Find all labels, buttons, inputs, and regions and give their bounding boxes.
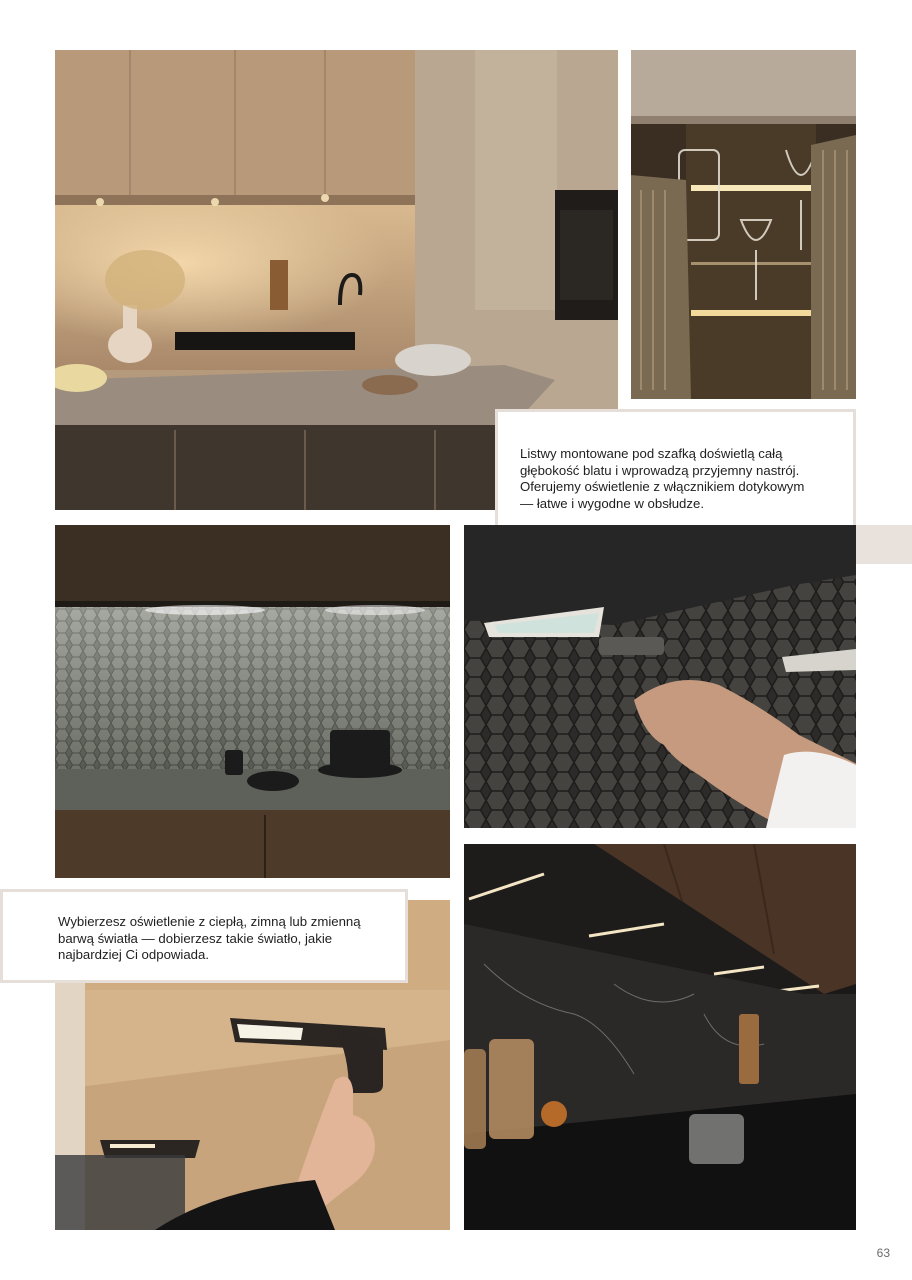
caption-line: barwą światła — dobierzesz takie światło, jakie	[58, 930, 333, 946]
caption-line: głębokość blatu i wprowadzą przyjemny nastrój.	[520, 462, 800, 478]
caption-line: Listwy montowane pod szafką doświetlą całą	[520, 446, 783, 461]
caption-line: — łatwe i wygodne w obsłudze.	[520, 495, 704, 511]
page-number: 63	[876, 1246, 890, 1260]
caption-line: najbardziej Ci odpowiada.	[58, 947, 210, 962]
caption-line: Oferujemy oświetlenie z włącznikiem dotykowym	[520, 479, 805, 494]
hex-tile-backsplash-photo	[55, 525, 450, 878]
touch-switch-hand-photo	[464, 525, 856, 828]
caption-line: Wybierzesz oświetlenie z ciepłą, zimną lub zmienną	[58, 914, 361, 929]
caption-box-bottom	[0, 889, 408, 983]
lit-glass-cabinet-photo	[631, 50, 856, 399]
dark-marble-kitchen-photo	[464, 844, 856, 1230]
caption-box-top	[495, 409, 856, 544]
